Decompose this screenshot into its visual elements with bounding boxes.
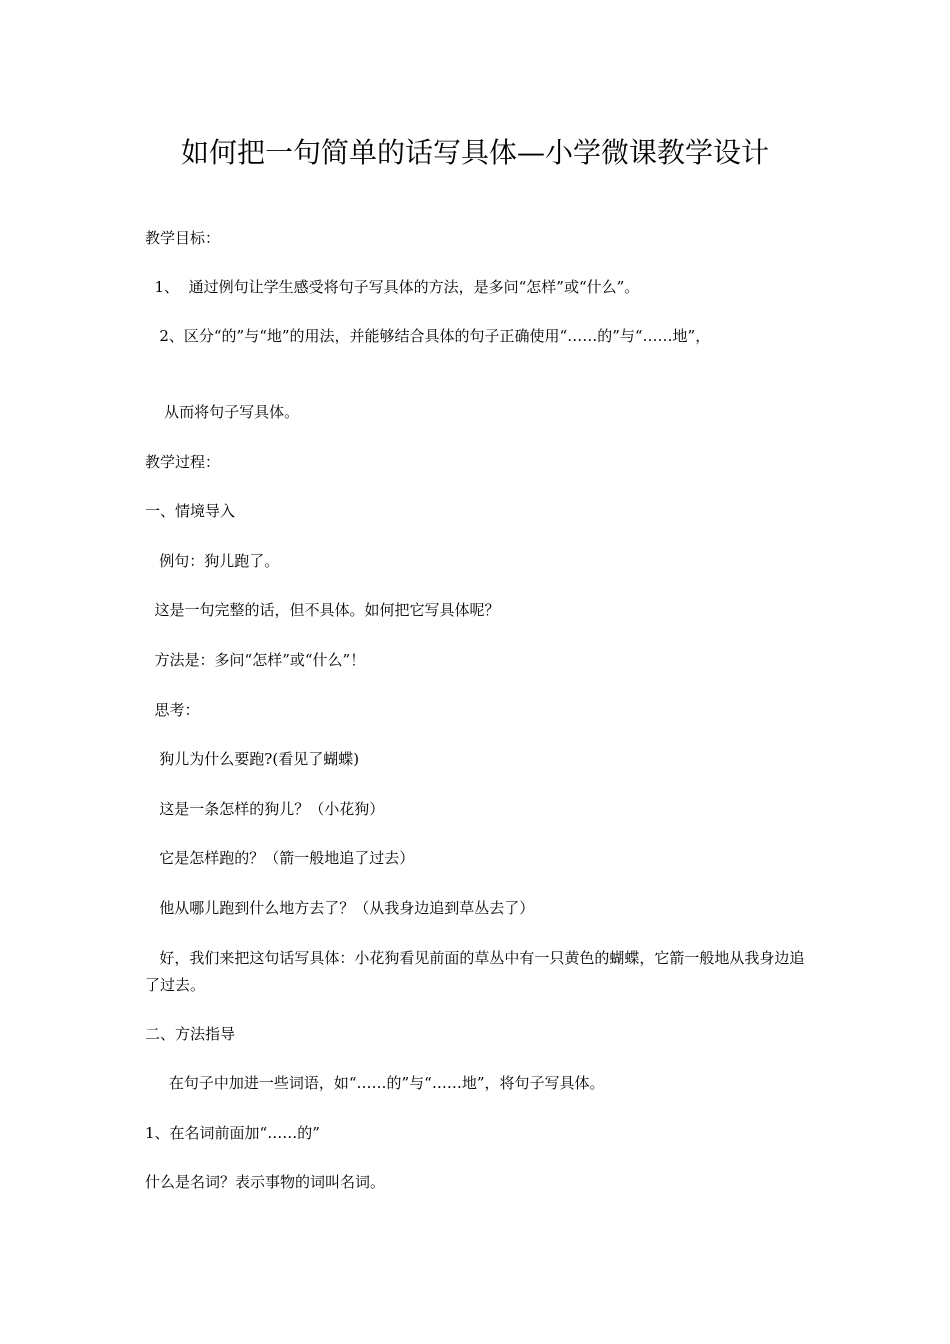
subheading-1: 1、在名词前面加“……的”	[145, 1124, 320, 1142]
document-title: 如何把一句简单的话写具体—小学微课教学设计	[180, 136, 769, 169]
paragraph-text: 思考：	[145, 701, 200, 719]
paragraph-text: 方法是：多问“怎样”或“什么”！	[145, 651, 366, 669]
goal-item-1: 1、 通过例句让学生感受将句子写具体的方法，是多问“怎样”或“什么”。	[145, 278, 640, 296]
paragraph-text: 在句子中加进一些词语，如“……的”与“……地”，将句子写具体。	[145, 1074, 605, 1092]
paragraph-text: 什么是名词？表示事物的词叫名词。	[145, 1173, 386, 1191]
heading-teaching-goals: 教学目标：	[145, 229, 221, 247]
paragraph-text: 好，我们来把这句话写具体：小花狗看见前面的草丛中有一只黄色的蝴蝶，它箭一般地从我身边追了过去。	[145, 949, 805, 994]
section-heading-2: 二、方法指导	[145, 1025, 236, 1043]
question-item: 它是怎样跑的？（箭一般地追了过去）	[145, 849, 415, 867]
section-heading-1: 一、情境导入	[145, 502, 236, 520]
question-item: 狗儿为什么要跑?(看见了蝴蝶)	[145, 750, 360, 768]
example-sentence: 例句：狗儿跑了。	[145, 552, 280, 570]
paragraph-text: 这是一句完整的话，但不具体。如何把它写具体呢？	[145, 601, 500, 619]
goal-item-2: 2、区分“的”与“地”的用法，并能够结合具体的句子正确使用“……的”与“……地”，	[145, 327, 711, 345]
question-item: 他从哪儿跑到什么地方去了？（从我身边追到草丛去了）	[145, 899, 535, 917]
heading-teaching-process: 教学过程：	[145, 453, 221, 471]
question-item: 这是一条怎样的狗儿？（小花狗）	[145, 800, 385, 818]
goal-item-2-continued: 从而将句子写具体。	[145, 403, 300, 421]
